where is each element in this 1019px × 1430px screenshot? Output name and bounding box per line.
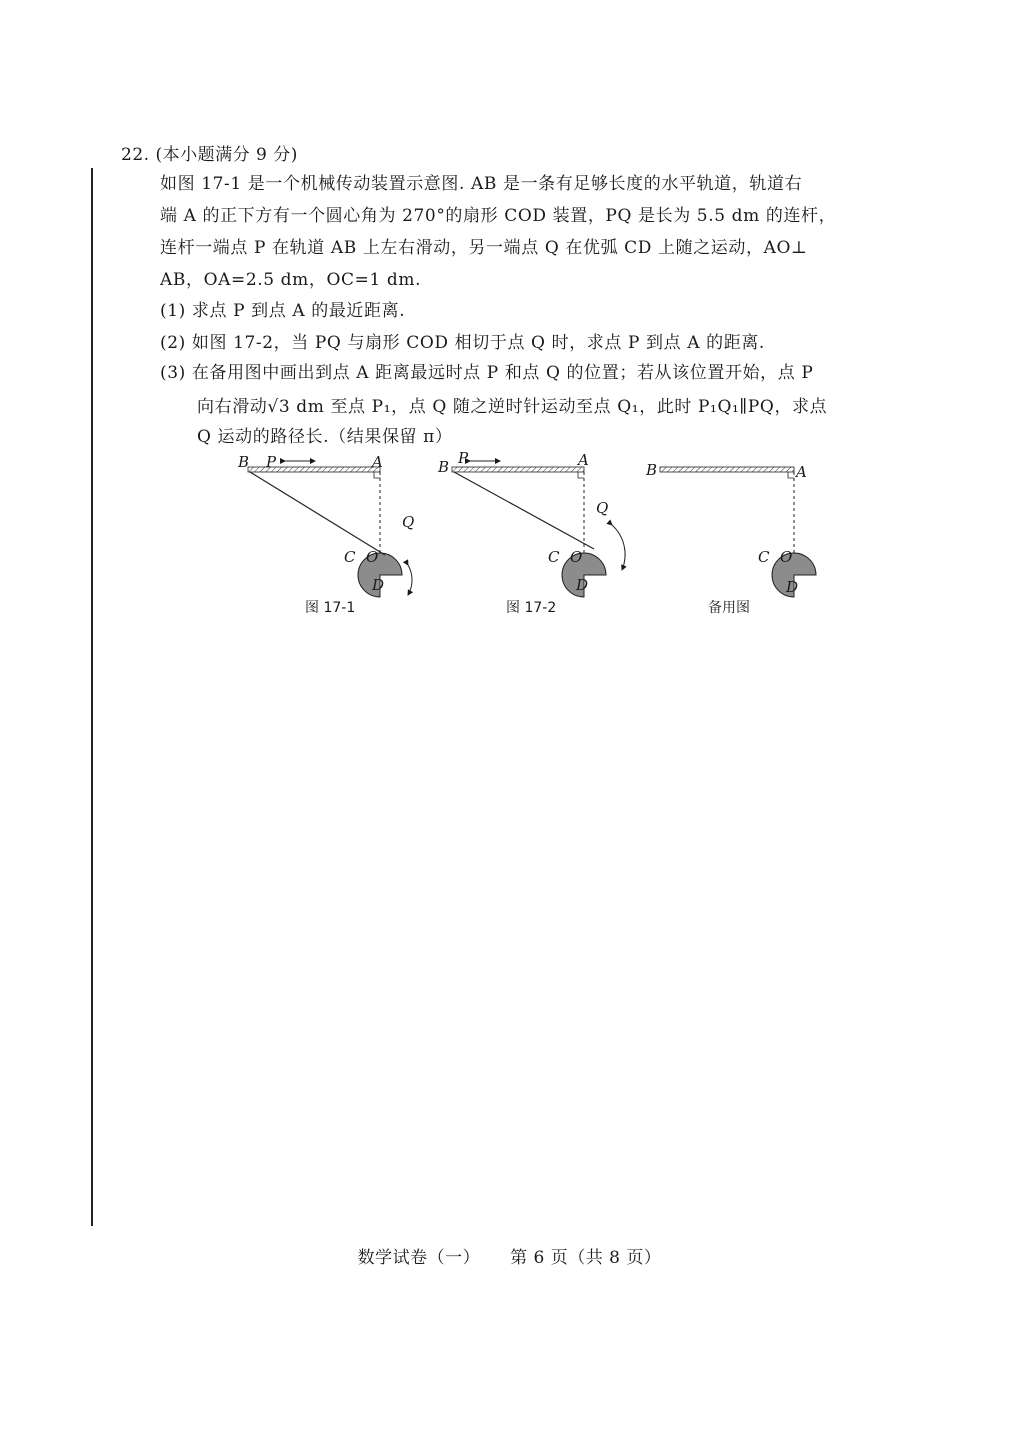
rotate-arrow xyxy=(612,525,625,570)
label-q: Q xyxy=(402,513,415,531)
label-c: C xyxy=(344,548,356,566)
spare-figure xyxy=(645,461,816,597)
right-angle-mark xyxy=(788,472,794,478)
stem-line: 如图 17-1 是一个机械传动装置示意图. AB 是一条有足够长度的水平轨道，轨道右 xyxy=(160,174,803,194)
question-header: 22. (本小题满分 9 分) xyxy=(121,145,298,165)
part-3-cont: Q 运动的路径长.（结果保留 π） xyxy=(197,427,453,447)
label-p: P xyxy=(266,453,277,471)
caption-fig-17-2: 图 17-2 xyxy=(506,600,557,616)
label-b: B xyxy=(438,458,450,476)
stem-line: 连杆一端点 P 在轨道 AB 上左右滑动，另一端点 Q 在优弧 CD 上随之运动，AO⊥ xyxy=(160,238,808,258)
caption-spare-figure: 备用图 xyxy=(708,600,750,616)
label-p: P xyxy=(458,449,469,467)
label-c: C xyxy=(548,548,560,566)
label-d: D xyxy=(372,576,385,594)
label-o: O xyxy=(366,548,379,566)
track-ab xyxy=(660,467,794,472)
label-d: D xyxy=(786,578,799,596)
label-b: B xyxy=(646,461,658,479)
label-o: O xyxy=(570,548,583,566)
label-a: A xyxy=(372,453,383,471)
caption-fig-17-1: 图 17-1 xyxy=(305,600,356,616)
rotate-arrow xyxy=(408,565,412,595)
figure-17-1 xyxy=(237,453,414,597)
footer-page-number: 第 6 页（共 8 页） xyxy=(510,1248,662,1268)
label-a: A xyxy=(578,451,589,469)
label-a: A xyxy=(796,463,807,481)
part-1: (1) 求点 P 到点 A 的最近距离. xyxy=(160,301,406,321)
label-b: B xyxy=(238,453,250,471)
track-ab xyxy=(452,467,584,472)
page-footer xyxy=(0,1243,1019,1268)
figure-17-2 xyxy=(437,449,625,597)
stem-line: 端 A 的正下方有一个圆心角为 270°的扇形 COD 装置，PQ 是长为 5.5 dm 的连杆， xyxy=(160,206,837,226)
figures-row xyxy=(230,445,850,625)
footer-subject: 数学试卷（一） xyxy=(357,1248,481,1268)
right-angle-mark xyxy=(374,472,380,478)
part-3: (3) 在备用图中画出到点 A 距离最远时点 P 和点 Q 的位置；若从该位置开始，点 P xyxy=(160,363,814,383)
label-o: O xyxy=(780,548,793,566)
stem-line: AB，OA=2.5 dm，OC=1 dm. xyxy=(160,270,422,290)
part-3-cont: 向右滑动√3 dm 至点 P₁，点 Q 随之逆时针运动至点 Q₁，此时 P₁Q₁∥PQ，求点 xyxy=(197,397,828,417)
rod-pq xyxy=(250,472,385,555)
rod-pq xyxy=(454,472,594,549)
question-stem xyxy=(160,168,837,296)
margin-line xyxy=(91,168,93,1226)
label-q: Q xyxy=(596,499,609,517)
label-d: D xyxy=(576,576,589,594)
label-c: C xyxy=(758,548,770,566)
part-2: (2) 如图 17-2，当 PQ 与扇形 COD 相切于点 Q 时，求点 P 到点 A 的距离. xyxy=(160,333,765,353)
right-angle-mark xyxy=(578,472,584,478)
